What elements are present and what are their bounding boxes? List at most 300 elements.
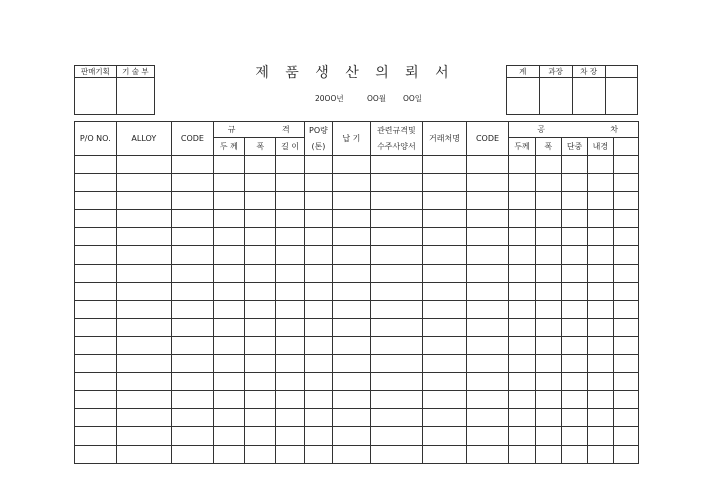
dept-sales-sign-cell[interactable] (75, 78, 117, 115)
table-cell[interactable] (613, 318, 638, 336)
table-cell[interactable] (172, 373, 214, 391)
table-cell[interactable] (172, 300, 214, 318)
table-cell[interactable] (276, 282, 304, 300)
col-related-spec (370, 122, 423, 156)
table-cell[interactable] (509, 300, 535, 318)
table-cell[interactable] (304, 174, 332, 192)
table-cell[interactable] (561, 192, 587, 210)
col-code-2: CODE (466, 122, 509, 156)
table-cell[interactable] (116, 156, 172, 174)
table-cell[interactable] (423, 427, 467, 445)
table-cell[interactable] (333, 210, 370, 228)
table-cell[interactable] (333, 192, 370, 210)
table-cell[interactable] (588, 391, 613, 409)
table-cell[interactable] (588, 373, 613, 391)
table-cell[interactable] (116, 391, 172, 409)
table-cell[interactable] (276, 156, 304, 174)
table-cell[interactable] (535, 409, 561, 427)
table-cell[interactable] (509, 264, 535, 282)
table-cell[interactable] (304, 318, 332, 336)
table-cell[interactable] (245, 409, 276, 427)
table-cell[interactable] (116, 228, 172, 246)
table-cell[interactable] (423, 246, 467, 264)
table-cell[interactable] (333, 264, 370, 282)
table-cell[interactable] (172, 391, 214, 409)
table-cell[interactable] (613, 427, 638, 445)
table-cell[interactable] (535, 391, 561, 409)
table-cell[interactable] (333, 228, 370, 246)
table-cell[interactable] (245, 264, 276, 282)
table-cell[interactable] (561, 318, 587, 336)
col-tolerance-right: 차 (610, 125, 618, 135)
table-cell[interactable] (509, 318, 535, 336)
table-cell[interactable] (75, 246, 117, 264)
table-cell[interactable] (613, 174, 638, 192)
table-cell[interactable] (370, 355, 423, 373)
table-cell[interactable] (304, 336, 332, 354)
table-cell[interactable] (276, 409, 304, 427)
table-cell[interactable] (535, 427, 561, 445)
table-cell[interactable] (116, 282, 172, 300)
table-cell[interactable] (304, 427, 332, 445)
table-cell[interactable] (561, 264, 587, 282)
approval-manager-label: 과장 (539, 66, 572, 78)
table-cell[interactable] (213, 264, 244, 282)
table-cell[interactable] (172, 336, 214, 354)
table-cell[interactable] (423, 355, 467, 373)
table-cell[interactable] (561, 156, 587, 174)
table-cell[interactable] (370, 427, 423, 445)
table-cell[interactable] (370, 445, 423, 463)
table-cell[interactable] (509, 336, 535, 354)
table-cell[interactable] (116, 445, 172, 463)
table-row (75, 355, 639, 373)
table-cell[interactable] (370, 373, 423, 391)
table-cell[interactable] (613, 445, 638, 463)
table-cell[interactable] (466, 445, 509, 463)
approval-deputy-sign-cell[interactable] (572, 78, 605, 115)
table-cell[interactable] (535, 210, 561, 228)
table-cell[interactable] (276, 264, 304, 282)
table-cell[interactable] (276, 391, 304, 409)
table-cell[interactable] (588, 445, 613, 463)
table-cell[interactable] (245, 300, 276, 318)
table-cell[interactable] (509, 373, 535, 391)
table-cell[interactable] (75, 409, 117, 427)
table-cell[interactable] (276, 318, 304, 336)
table-cell[interactable] (370, 264, 423, 282)
table-cell[interactable] (509, 355, 535, 373)
table-cell[interactable] (423, 300, 467, 318)
table-cell[interactable] (588, 409, 613, 427)
col-tol-unit-weight: 단중 (561, 138, 587, 156)
table-cell[interactable] (466, 264, 509, 282)
table-cell[interactable] (116, 174, 172, 192)
table-cell[interactable] (333, 300, 370, 318)
table-cell[interactable] (213, 300, 244, 318)
table-cell[interactable] (304, 156, 332, 174)
table-cell[interactable] (213, 282, 244, 300)
table-cell[interactable] (75, 192, 117, 210)
table-cell[interactable] (613, 156, 638, 174)
table-cell[interactable] (333, 355, 370, 373)
table-cell[interactable] (423, 156, 467, 174)
table-cell[interactable] (423, 282, 467, 300)
dept-tech-sign-cell[interactable] (116, 78, 154, 115)
table-cell[interactable] (370, 174, 423, 192)
table-cell[interactable] (213, 228, 244, 246)
table-cell[interactable] (466, 355, 509, 373)
table-cell[interactable] (370, 210, 423, 228)
table-cell[interactable] (509, 427, 535, 445)
table-cell[interactable] (370, 300, 423, 318)
table-cell[interactable] (276, 445, 304, 463)
table-cell[interactable] (245, 210, 276, 228)
table-cell[interactable] (245, 373, 276, 391)
table-cell[interactable] (370, 192, 423, 210)
table-cell[interactable] (333, 409, 370, 427)
table-cell[interactable] (172, 156, 214, 174)
table-cell[interactable] (588, 282, 613, 300)
table-cell[interactable] (613, 246, 638, 264)
table-cell[interactable] (588, 355, 613, 373)
approval-staff-sign-cell[interactable] (507, 78, 540, 115)
table-cell[interactable] (423, 174, 467, 192)
table-cell[interactable] (535, 373, 561, 391)
approval-extra-label (605, 66, 637, 78)
table-cell[interactable] (466, 282, 509, 300)
table-cell[interactable] (75, 210, 117, 228)
table-cell[interactable] (466, 210, 509, 228)
table-cell[interactable] (213, 409, 244, 427)
table-cell[interactable] (245, 282, 276, 300)
table-cell[interactable] (370, 318, 423, 336)
table-cell[interactable] (116, 210, 172, 228)
table-cell[interactable] (75, 445, 117, 463)
table-cell[interactable] (116, 427, 172, 445)
table-row (75, 174, 639, 192)
table-cell[interactable] (561, 300, 587, 318)
table-cell[interactable] (535, 192, 561, 210)
table-cell[interactable] (276, 228, 304, 246)
table-cell[interactable] (466, 246, 509, 264)
table-cell[interactable] (75, 355, 117, 373)
table-cell[interactable] (509, 156, 535, 174)
table-cell[interactable] (466, 156, 509, 174)
table-cell[interactable] (245, 228, 276, 246)
date-year: 20OO년 (315, 94, 344, 103)
table-cell[interactable] (509, 246, 535, 264)
table-cell[interactable] (466, 192, 509, 210)
table-cell[interactable] (245, 427, 276, 445)
table-cell[interactable] (370, 246, 423, 264)
table-cell[interactable] (75, 391, 117, 409)
table-cell[interactable] (561, 246, 587, 264)
table-cell[interactable] (213, 210, 244, 228)
table-cell[interactable] (535, 336, 561, 354)
table-cell[interactable] (333, 391, 370, 409)
table-cell[interactable] (509, 445, 535, 463)
table-cell[interactable] (466, 318, 509, 336)
table-cell[interactable] (213, 318, 244, 336)
table-cell[interactable] (172, 445, 214, 463)
table-cell[interactable] (333, 156, 370, 174)
table-cell[interactable] (304, 210, 332, 228)
table-cell[interactable] (172, 210, 214, 228)
table-cell[interactable] (613, 373, 638, 391)
table-cell[interactable] (116, 264, 172, 282)
table-cell[interactable] (423, 192, 467, 210)
table-cell[interactable] (466, 409, 509, 427)
table-cell[interactable] (588, 427, 613, 445)
table-cell[interactable] (213, 427, 244, 445)
table-cell[interactable] (276, 210, 304, 228)
table-cell[interactable] (116, 355, 172, 373)
table-cell[interactable] (75, 336, 117, 354)
table-cell[interactable] (276, 246, 304, 264)
table-cell[interactable] (333, 282, 370, 300)
table-cell[interactable] (116, 192, 172, 210)
table-cell[interactable] (304, 300, 332, 318)
table-cell[interactable] (304, 355, 332, 373)
table-cell[interactable] (423, 445, 467, 463)
table-cell[interactable] (370, 156, 423, 174)
table-cell[interactable] (613, 336, 638, 354)
table-cell[interactable] (245, 156, 276, 174)
table-row (75, 264, 639, 282)
table-cell[interactable] (613, 210, 638, 228)
table-cell[interactable] (213, 246, 244, 264)
table-cell[interactable] (561, 373, 587, 391)
table-cell[interactable] (333, 336, 370, 354)
table-cell[interactable] (213, 391, 244, 409)
table-cell[interactable] (75, 156, 117, 174)
table-cell[interactable] (370, 409, 423, 427)
table-cell[interactable] (561, 355, 587, 373)
table-cell[interactable] (370, 391, 423, 409)
table-cell[interactable] (423, 391, 467, 409)
table-cell[interactable] (75, 228, 117, 246)
approval-manager-sign-cell[interactable] (539, 78, 572, 115)
table-cell[interactable] (588, 210, 613, 228)
table-cell[interactable] (75, 174, 117, 192)
table-cell[interactable] (276, 192, 304, 210)
table-cell[interactable] (423, 210, 467, 228)
table-cell[interactable] (613, 409, 638, 427)
table-cell[interactable] (423, 336, 467, 354)
col-po-qty-bottom: (톤) (311, 142, 326, 152)
table-cell[interactable] (561, 336, 587, 354)
table-cell[interactable] (509, 409, 535, 427)
table-row (75, 427, 639, 445)
table-cell[interactable] (509, 174, 535, 192)
table-cell[interactable] (333, 246, 370, 264)
table-cell[interactable] (535, 445, 561, 463)
department-box (74, 65, 155, 115)
table-cell[interactable] (509, 228, 535, 246)
table-cell[interactable] (561, 228, 587, 246)
col-tolerance (509, 122, 639, 138)
table-cell[interactable] (245, 391, 276, 409)
table-cell[interactable] (276, 300, 304, 318)
table-cell[interactable] (333, 427, 370, 445)
table-cell[interactable] (116, 318, 172, 336)
table-cell[interactable] (613, 355, 638, 373)
table-cell[interactable] (423, 228, 467, 246)
table-cell[interactable] (370, 282, 423, 300)
table-cell[interactable] (588, 336, 613, 354)
table-cell[interactable] (75, 373, 117, 391)
table-cell[interactable] (613, 282, 638, 300)
approval-extra-sign-cell[interactable] (605, 78, 637, 115)
table-cell[interactable] (509, 210, 535, 228)
table-cell[interactable] (213, 336, 244, 354)
table-cell[interactable] (509, 192, 535, 210)
table-cell[interactable] (561, 445, 587, 463)
table-cell[interactable] (116, 300, 172, 318)
table-cell[interactable] (588, 174, 613, 192)
table-cell[interactable] (172, 427, 214, 445)
table-cell[interactable] (172, 228, 214, 246)
table-cell[interactable] (75, 427, 117, 445)
table-cell[interactable] (466, 336, 509, 354)
table-cell[interactable] (304, 409, 332, 427)
col-related-top: 관련규격및 (377, 125, 416, 135)
table-cell[interactable] (245, 445, 276, 463)
table-cell[interactable] (172, 355, 214, 373)
table-cell[interactable] (172, 246, 214, 264)
table-cell[interactable] (304, 282, 332, 300)
table-body (75, 156, 639, 464)
table-cell[interactable] (423, 409, 467, 427)
table-cell[interactable] (509, 282, 535, 300)
table-cell[interactable] (304, 192, 332, 210)
table-cell[interactable] (245, 318, 276, 336)
table-cell[interactable] (423, 264, 467, 282)
table-cell[interactable] (276, 355, 304, 373)
table-cell[interactable] (245, 192, 276, 210)
table-cell[interactable] (333, 445, 370, 463)
table-cell[interactable] (213, 445, 244, 463)
table-cell[interactable] (588, 300, 613, 318)
table-cell[interactable] (613, 192, 638, 210)
table-cell[interactable] (213, 192, 244, 210)
table-cell[interactable] (535, 228, 561, 246)
table-cell[interactable] (276, 373, 304, 391)
table-cell[interactable] (561, 409, 587, 427)
table-cell[interactable] (245, 246, 276, 264)
table-cell[interactable] (509, 391, 535, 409)
table-cell[interactable] (172, 282, 214, 300)
table-cell[interactable] (588, 156, 613, 174)
table-cell[interactable] (245, 174, 276, 192)
table-cell[interactable] (535, 246, 561, 264)
table-cell[interactable] (561, 174, 587, 192)
table-cell[interactable] (304, 264, 332, 282)
table-cell[interactable] (588, 318, 613, 336)
table-cell[interactable] (466, 174, 509, 192)
table-cell[interactable] (613, 300, 638, 318)
table-cell[interactable] (304, 391, 332, 409)
table-cell[interactable] (213, 355, 244, 373)
table-cell[interactable] (276, 427, 304, 445)
table-cell[interactable] (535, 264, 561, 282)
table-cell[interactable] (561, 282, 587, 300)
table-cell[interactable] (213, 373, 244, 391)
table-cell[interactable] (333, 373, 370, 391)
table-cell[interactable] (213, 156, 244, 174)
table-cell[interactable] (172, 409, 214, 427)
table-cell[interactable] (588, 246, 613, 264)
table-cell[interactable] (116, 409, 172, 427)
col-po-no: P/O NO. (75, 122, 117, 156)
table-cell[interactable] (370, 336, 423, 354)
table-cell[interactable] (561, 391, 587, 409)
table-cell[interactable] (276, 174, 304, 192)
col-tol-thickness: 두께 (509, 138, 535, 156)
table-cell[interactable] (588, 264, 613, 282)
table-cell[interactable] (213, 174, 244, 192)
table-cell[interactable] (423, 373, 467, 391)
table-cell[interactable] (172, 174, 214, 192)
table-cell[interactable] (276, 336, 304, 354)
table-cell[interactable] (535, 156, 561, 174)
table-cell[interactable] (466, 373, 509, 391)
table-cell[interactable] (75, 318, 117, 336)
table-cell[interactable] (535, 282, 561, 300)
table-cell[interactable] (466, 427, 509, 445)
table-cell[interactable] (75, 282, 117, 300)
table-cell[interactable] (535, 174, 561, 192)
col-customer: 거래처명 (423, 122, 467, 156)
table-cell[interactable] (535, 318, 561, 336)
table-cell[interactable] (172, 264, 214, 282)
table-cell[interactable] (588, 192, 613, 210)
col-delivery: 납 기 (333, 122, 370, 156)
table-cell[interactable] (333, 174, 370, 192)
table-cell[interactable] (423, 318, 467, 336)
table-cell[interactable] (116, 373, 172, 391)
table-cell[interactable] (588, 228, 613, 246)
table-cell[interactable] (613, 391, 638, 409)
table-cell[interactable] (535, 300, 561, 318)
table-cell[interactable] (304, 373, 332, 391)
table-cell[interactable] (304, 445, 332, 463)
table-cell[interactable] (116, 336, 172, 354)
table-cell[interactable] (304, 246, 332, 264)
table-cell[interactable] (333, 318, 370, 336)
approval-staff-label: 계 (507, 66, 540, 78)
date-day: OO일 (403, 94, 423, 103)
table-cell[interactable] (466, 391, 509, 409)
table-cell[interactable] (116, 246, 172, 264)
table-cell[interactable] (613, 264, 638, 282)
table-cell[interactable] (304, 228, 332, 246)
table-cell[interactable] (172, 192, 214, 210)
table-cell[interactable] (245, 336, 276, 354)
table-cell[interactable] (245, 355, 276, 373)
table-cell[interactable] (561, 210, 587, 228)
table-cell[interactable] (466, 228, 509, 246)
table-cell[interactable] (466, 300, 509, 318)
table-cell[interactable] (370, 228, 423, 246)
table-cell[interactable] (561, 427, 587, 445)
table-cell[interactable] (75, 300, 117, 318)
table-cell[interactable] (535, 355, 561, 373)
table-cell[interactable] (613, 228, 638, 246)
table-cell[interactable] (75, 264, 117, 282)
table-cell[interactable] (172, 318, 214, 336)
